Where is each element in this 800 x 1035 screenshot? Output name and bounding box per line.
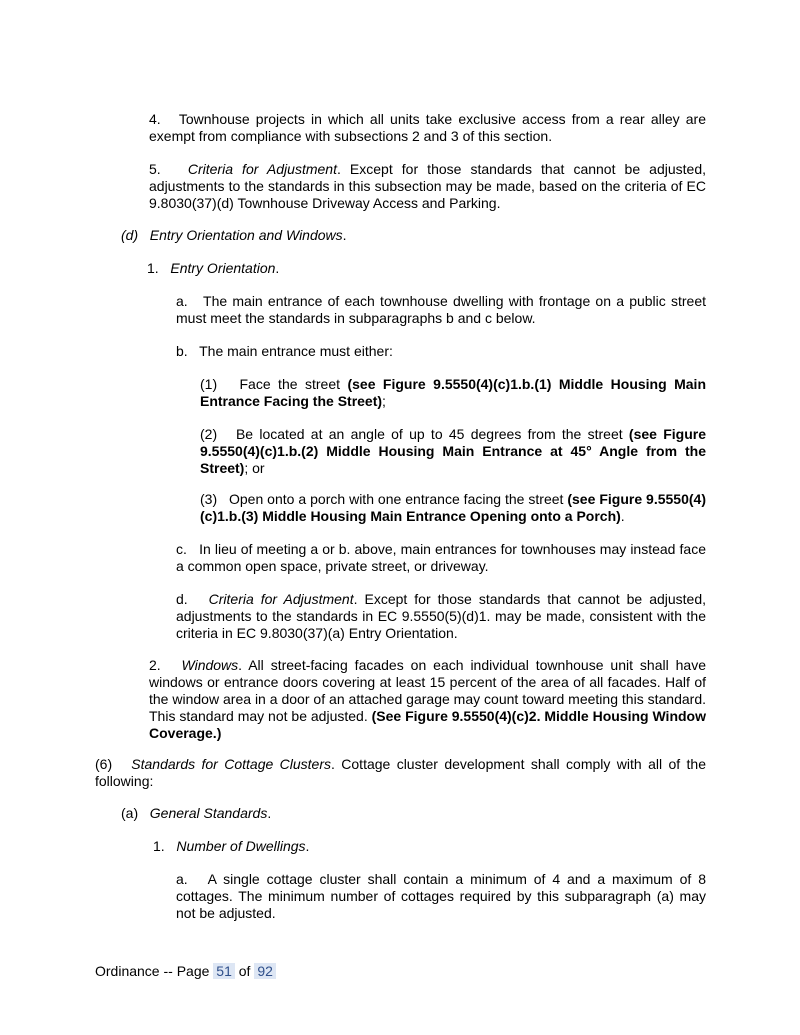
page-footer [95,963,276,980]
paragraph-d1d [176,591,706,642]
paragraph-number: (1) [200,376,218,392]
paragraph-number: (3) [200,491,218,507]
paragraph-number: 2. [149,657,161,673]
paragraph-number: (2) [200,426,218,442]
heading-title: General Standards [149,805,268,821]
paragraph-number: 5. [149,161,161,177]
paragraph-tail: . [620,508,625,524]
footer-of: of [238,963,251,979]
paragraph-d1c [176,541,706,575]
section-number: (6) [95,756,113,772]
paragraph-number: c. [176,541,187,557]
heading-title: Entry Orientation [170,260,276,276]
paragraph-text: . Except for those standards that cannot be adjusted, adjustments to the standards in EC 9.5550(5)(d)1. may be made, consistent with the criteria in EC 9.8030(37)(a) Entry Orientation. [176,591,707,641]
paragraph-5 [149,161,706,212]
paragraph-number: 4. [149,111,161,127]
paragraph-text: The main entrance of each townhouse dwelling with frontage on a public street must meet the standards in subparagraphs b and c below. [176,293,706,326]
paragraph-d1b1 [200,376,706,410]
paragraph-d2 [149,657,706,742]
section-title: Standards for Cottage Clusters [131,756,331,772]
heading-number: (a) [121,805,139,821]
paragraph-d1b [176,343,706,360]
paragraph-text: . Except for those standards that cannot be adjusted, adjustments to the standards in this subsection may be made, based on the criteria of EC 9.8030(37)(d) Townhouse Driveway Access and Parking. [149,161,706,211]
paragraph-6a1a [176,871,706,922]
paragraph-number: d. [176,591,188,607]
paragraph-title: Criteria for Adjustment [208,591,354,607]
heading-title: Entry Orientation and Windows [149,227,343,243]
footer-label: Ordinance -- Page [95,963,210,979]
heading-number: 1. [147,260,159,276]
paragraph-text: In lieu of meeting a or b. above, main entrances for townhouses may instead face a common open space, private street, or driveway. [176,541,706,574]
figure-reference: (See Figure 9.5550(4)(c)2. Middle Housing Window Coverage.) [149,708,706,741]
heading-6a [121,805,732,822]
heading-tail: . [267,805,272,821]
page-number: 51 [213,963,235,979]
paragraph-text: Open onto a porch with one entrance facing the street [228,491,568,507]
heading-tail: . [275,260,280,276]
heading-number: 1. [153,838,165,854]
paragraph-text: . All street-facing facades on each individual townhouse unit shall have windows or entrance doors covering at least 15 percent of the area of all facades. Half of the window area in a door of an attached garage may count toward meeting this standard. This standard may not be adjusted. [149,657,707,724]
paragraph-text: A single cottage cluster shall contain a minimum of 4 and a maximum of 8 cottages. The minimum number of cottages required by this subparagraph (a) may not be adjusted. [176,871,706,921]
figure-reference: (see Figure 9.5550(4)(c)1.b.(1) Middle Housing Main Entrance Facing the Street) [200,376,706,409]
paragraph-number: a. [176,293,188,309]
heading-tail: . [342,227,347,243]
paragraph-text: The main entrance must either: [199,343,393,359]
paragraph-d1b2 [200,426,706,477]
heading-number: (d) [121,227,139,243]
paragraph-4 [149,111,706,145]
paragraph-d1b3 [200,491,706,525]
figure-reference: (see Figure 9.5550(4)(c)1.b.(3) Middle Housing Main Entrance Opening onto a Porch) [200,491,706,524]
paragraph-d1a [176,293,706,327]
heading-d [121,227,732,244]
heading-tail: . [305,838,310,854]
heading-title: Number of Dwellings [176,838,306,854]
section-6 [95,756,706,790]
heading-6a1 [153,838,710,855]
figure-reference: (see Figure 9.5550(4)(c)1.b.(2) Middle Housing Main Entrance at 45° Angle from the Street) [200,426,706,476]
paragraph-number: a. [176,871,188,887]
paragraph-text: Be located at an angle of up to 45 degrees from the street [235,426,629,442]
paragraph-tail: ; or [244,460,265,476]
paragraph-title: Criteria for Adjustment [187,161,337,177]
paragraph-tail: ; [382,393,386,409]
section-text: . Cottage cluster development shall comply with all of the following: [95,756,706,789]
total-pages: 92 [254,963,276,979]
paragraph-title: Windows [181,657,239,673]
paragraph-number: b. [176,343,188,359]
heading-d1 [147,260,704,277]
paragraph-text: Townhouse projects in which all units take exclusive access from a rear alley are exempt from compliance with subsections 2 and 3 of this section. [149,111,706,144]
paragraph-text: Face the street [239,376,348,392]
